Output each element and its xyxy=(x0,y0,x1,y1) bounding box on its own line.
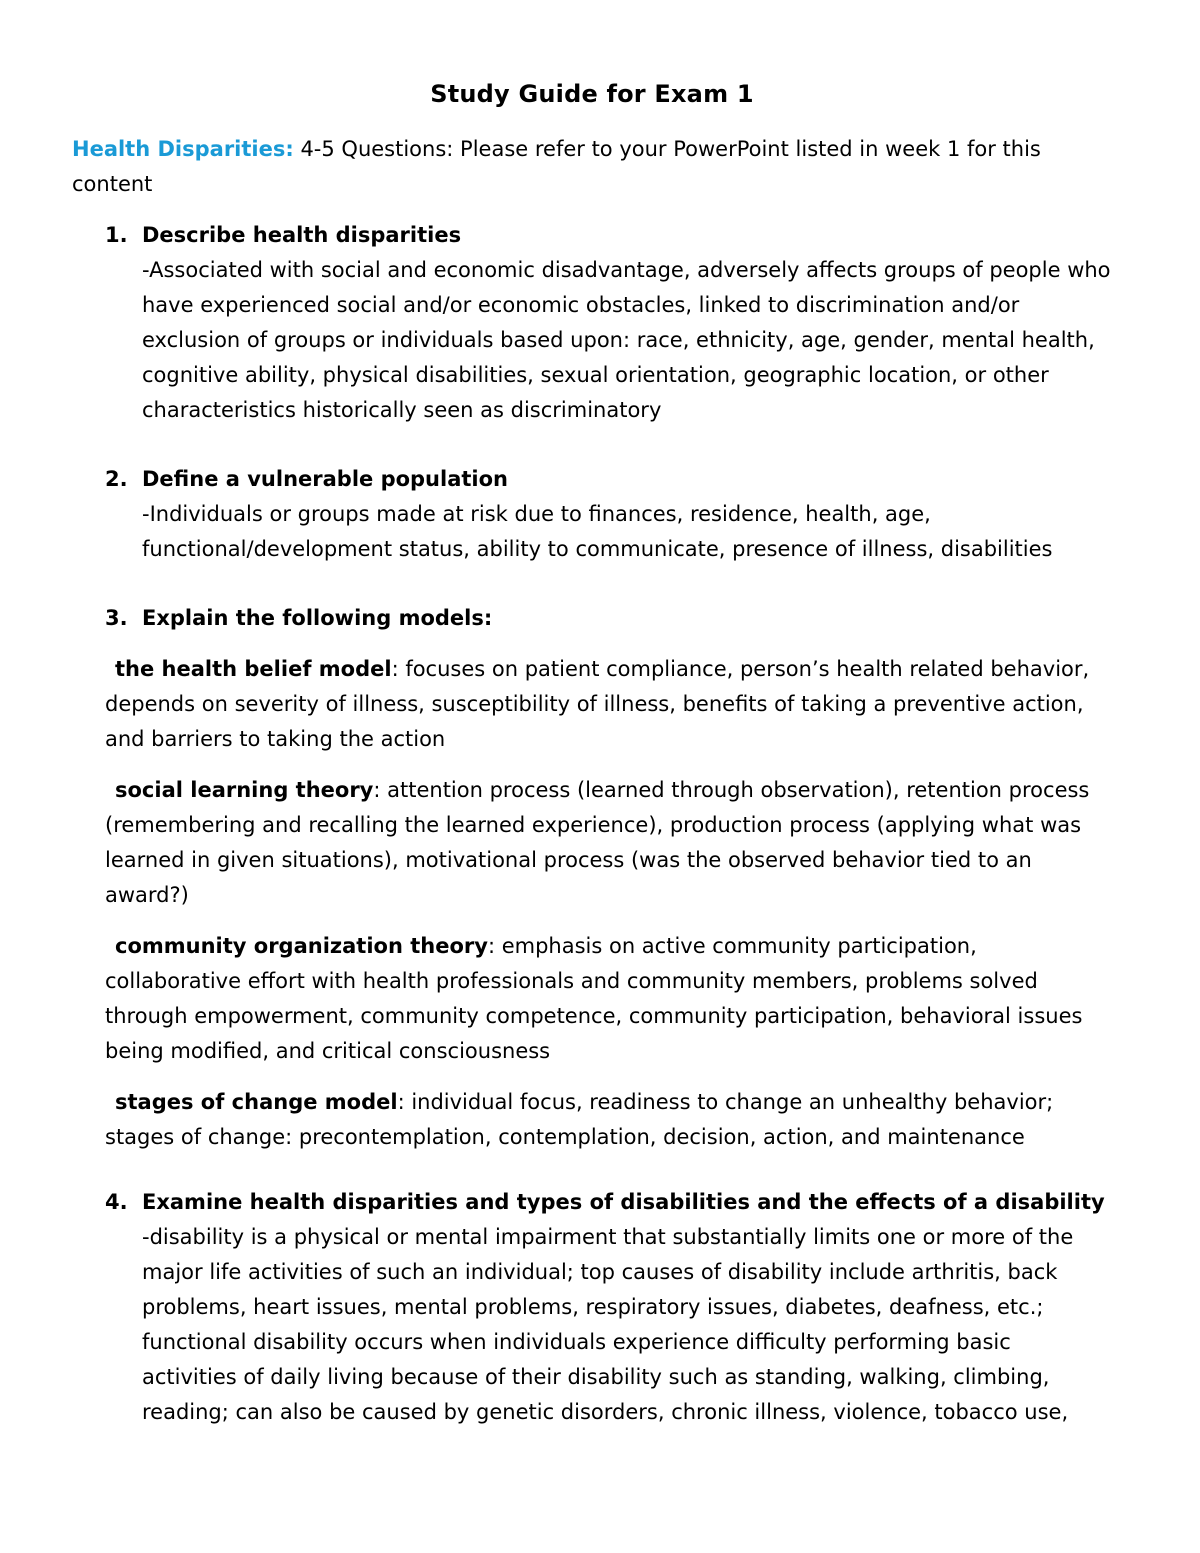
item-heading: Describe health disparities xyxy=(142,223,462,247)
model-social-learning xyxy=(105,773,1112,913)
item-heading: Define a vulnerable population xyxy=(142,467,508,491)
list-item-4 xyxy=(72,1185,1112,1430)
item-number: 3. xyxy=(105,606,128,630)
item-body: -disability is a physical or mental impairment that substantially limits one or more of the major life activities of such an individual; top causes of disability include arthritis, back problems, heart issues, mental problems, respiratory issues, diabetes, deafness, etc.; functional disability occurs when individuals experience difficulty performing basic activities of daily living because of their disability such as standing, walking, climbing, reading; can also be caused by genetic disorders, chronic illness, violence, tobacco use, xyxy=(142,1225,1074,1424)
model-description: : individual focus, readiness to change an unhealthy behavior; stages of change: precontemplation, contemplation, decision, action, and maintenance xyxy=(105,1090,1054,1149)
topic-label: Health Disparities: xyxy=(72,137,294,161)
item-body: -Individuals or groups made at risk due to finances, residence, health, age, functional/development status, ability to communicate, presence of illness, disabilities xyxy=(142,502,1053,561)
list-item-2 xyxy=(72,462,1112,567)
item-number: 4. xyxy=(105,1190,128,1214)
models-list xyxy=(72,652,1112,1155)
model-term: community organization theory xyxy=(115,934,488,958)
model-health-belief xyxy=(105,652,1112,757)
intro-text: 4-5 Questions: Please refer to your PowerPoint listed in week 1 for this content xyxy=(72,137,1041,196)
model-term: stages of change model xyxy=(115,1090,398,1114)
item-number: 2. xyxy=(105,467,128,491)
model-description: : attention process (learned through observation), retention process (remembering and recalling the learned experience), production process (applying what was learned in given situations), motivational process (was the observed behavior tied to an award?) xyxy=(105,778,1090,907)
item-body: -Associated with social and economic disadvantage, adversely affects groups of people who have experienced social and/or economic obstacles, linked to discrimination and/or exclusion of groups or individuals based upon: race, ethnicity, age, gender, mental health, cognitive ability, physical disabilities, sexual orientation, geographic location, or other characteristics historically seen as discriminatory xyxy=(142,258,1111,422)
model-term: social learning theory xyxy=(115,778,374,802)
item-number: 1. xyxy=(105,223,128,247)
model-community-organization xyxy=(105,929,1112,1069)
intro-paragraph xyxy=(72,132,1112,202)
item-heading: Examine health disparities and types of disabilities and the effects of a disability xyxy=(142,1190,1105,1214)
model-term: the health belief model xyxy=(115,657,392,681)
model-description: : focuses on patient compliance, person’s health related behavior, depends on severity of illness, susceptibility of illness, benefits of taking a preventive action, and barriers to taking the action xyxy=(105,657,1090,751)
model-description: : emphasis on active community participation, collaborative effort with health professionals and community members, problems solved through empowerment, community competence, community participation, behavioral issues being modified, and critical consciousness xyxy=(105,934,1083,1063)
list-item-1 xyxy=(72,218,1112,428)
item-heading: Explain the following models: xyxy=(142,606,493,630)
list-item-3 xyxy=(72,601,1112,636)
page-title: Study Guide for Exam 1 xyxy=(430,80,754,108)
model-stages-of-change xyxy=(105,1085,1112,1155)
